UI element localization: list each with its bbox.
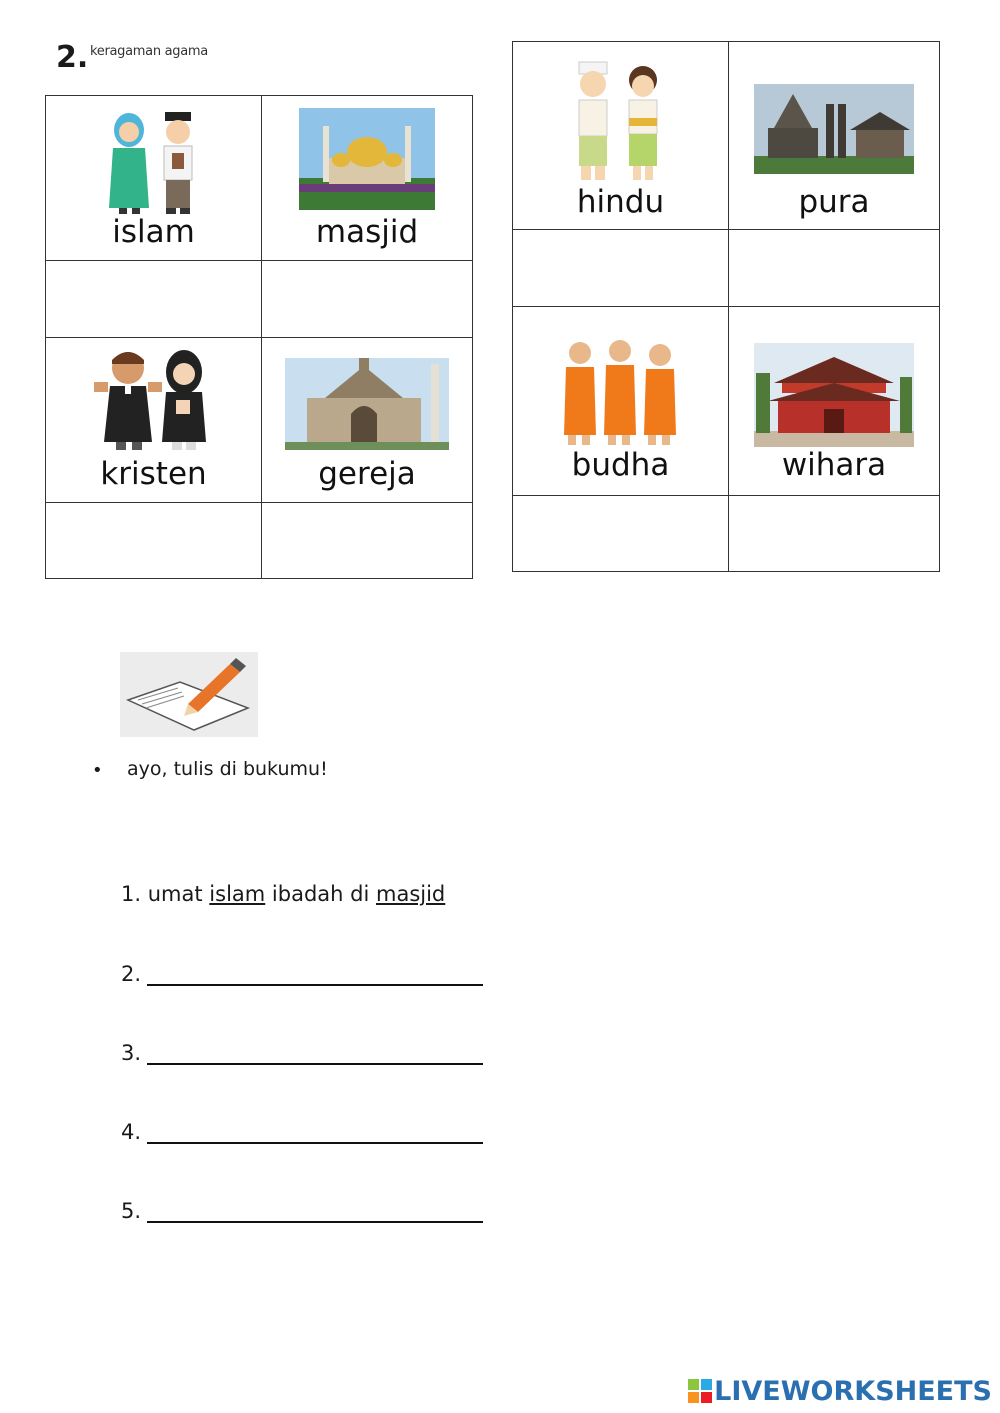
christian-children-picture	[92, 346, 216, 450]
card-kristen	[46, 338, 262, 503]
answer-box-pura[interactable]	[729, 230, 940, 307]
section-number: 2.	[56, 40, 89, 75]
answer-line[interactable]	[147, 962, 483, 986]
card-wihara	[729, 307, 940, 496]
label-islam: islam	[112, 214, 195, 250]
card-hindu	[513, 42, 729, 230]
monks-picture	[562, 339, 680, 447]
church-picture	[285, 358, 449, 450]
blank-line-3	[121, 1041, 483, 1065]
label-hindu: hindu	[576, 184, 665, 220]
card-masjid	[262, 96, 473, 261]
label-pura: pura	[798, 184, 870, 220]
hindu-children-picture	[567, 60, 675, 184]
brand-name: LIVEWORKSHEETS	[714, 1375, 992, 1407]
blank-line-2	[121, 962, 483, 986]
instruction-text: ayo, tulis di bukumu!	[127, 758, 328, 780]
card-budha	[513, 307, 729, 496]
example-word-islam: islam	[209, 882, 266, 906]
blank-line-4	[121, 1120, 483, 1144]
card-pura	[729, 42, 940, 230]
label-gereja: gereja	[318, 456, 416, 492]
answer-box-kristen[interactable]	[46, 503, 262, 579]
answer-box-budha[interactable]	[513, 496, 729, 572]
blank-number: 5.	[121, 1199, 142, 1223]
liveworksheets-logo	[688, 1374, 992, 1408]
example-word-ibadah: ibadah di	[271, 882, 370, 906]
card-gereja	[262, 338, 473, 503]
answer-box-hindu[interactable]	[513, 230, 729, 307]
blank-number: 3.	[121, 1041, 142, 1065]
vihara-picture	[754, 343, 914, 447]
label-budha: budha	[571, 447, 670, 483]
answer-box-masjid[interactable]	[262, 261, 473, 338]
answer-line[interactable]	[147, 1199, 483, 1223]
mosque-picture	[299, 108, 435, 210]
answer-line[interactable]	[147, 1120, 483, 1144]
liveworksheets-logo-icon	[688, 1379, 712, 1403]
example-sentence	[121, 882, 445, 906]
example-word-masjid: masjid	[376, 882, 446, 906]
blank-number: 4.	[121, 1120, 142, 1144]
example-number: 1.	[121, 882, 142, 906]
section-title: keragaman agama	[90, 44, 208, 59]
answer-box-gereja[interactable]	[262, 503, 473, 579]
card-islam	[46, 96, 262, 261]
bullet-point: •	[92, 760, 103, 781]
label-kristen: kristen	[100, 456, 207, 492]
answer-line[interactable]	[147, 1041, 483, 1065]
answer-box-islam[interactable]	[46, 261, 262, 338]
temple-picture	[754, 84, 914, 174]
answer-box-wihara[interactable]	[729, 496, 940, 572]
label-wihara: wihara	[781, 447, 887, 483]
blank-number: 2.	[121, 962, 142, 986]
pencil-writing-icon	[120, 652, 258, 737]
muslim-children-picture	[99, 108, 209, 216]
blank-line-5	[121, 1199, 483, 1223]
label-masjid: masjid	[315, 214, 419, 250]
right-religion-table	[512, 41, 940, 572]
example-word-umat: umat	[147, 882, 203, 906]
left-religion-table	[45, 95, 473, 579]
